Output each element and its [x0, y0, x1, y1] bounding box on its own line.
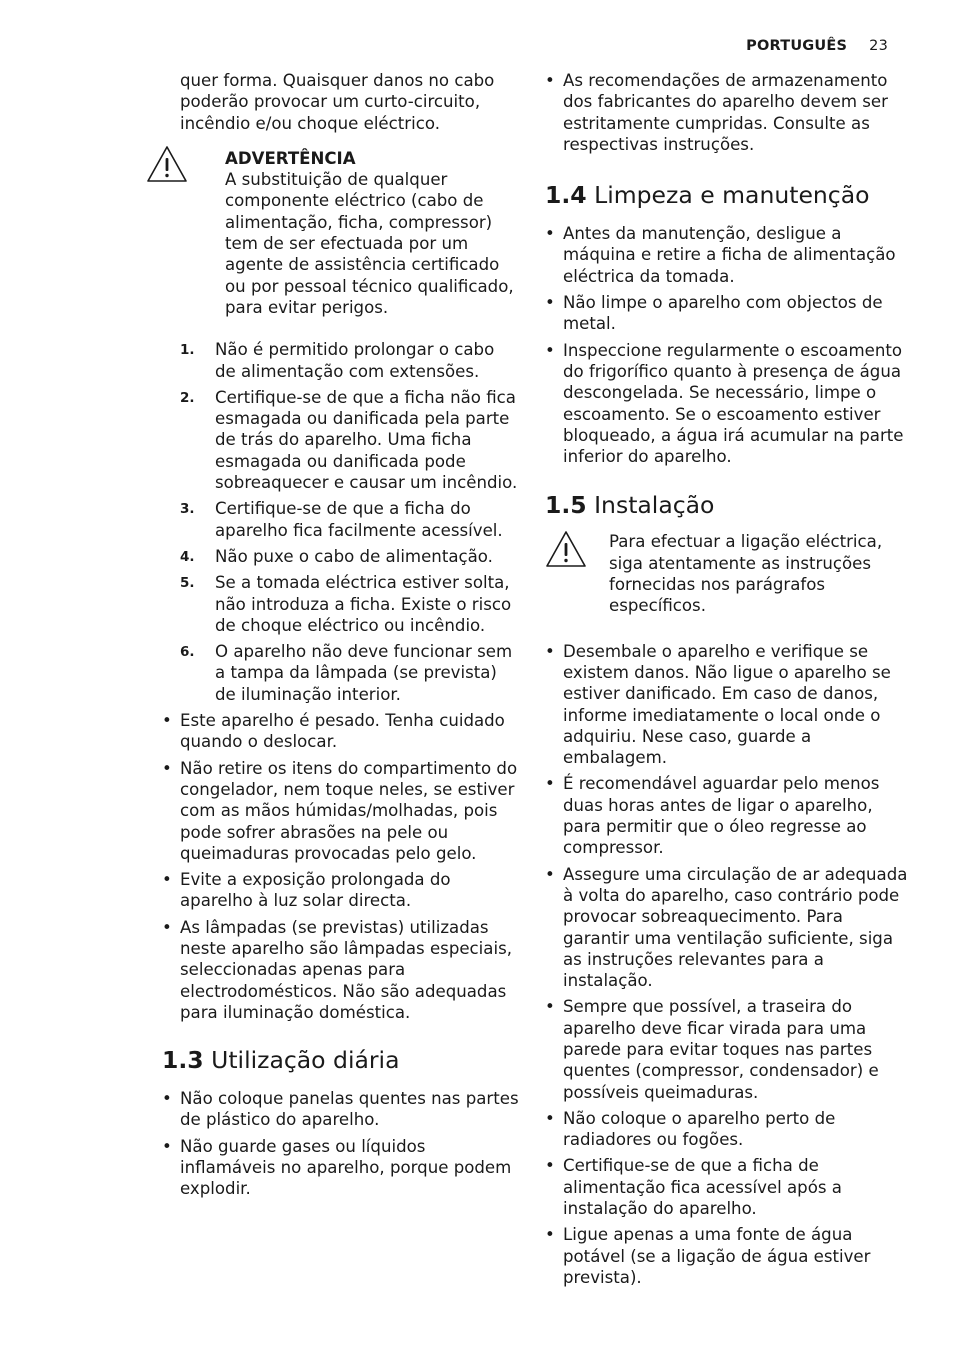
numbered-list	[180, 339, 520, 705]
bullet-list	[162, 710, 520, 1023]
bullet-text: Não coloque o aparelho perto de radiadores ou fogões.	[563, 1108, 836, 1150]
bullet-item: • Ligue apenas a uma fonte de água potável (se a ligação de água estiver prevista).	[545, 1225, 871, 1287]
item-number: 6.	[180, 644, 195, 661]
item-number: 5.	[180, 575, 195, 592]
bullet-item: • É recomendável aguardar pelo menos duas horas antes de ligar o aparelho, para permitir que o óleo regresse ao compressor.	[545, 774, 880, 858]
page-header	[746, 38, 888, 54]
item-text: Certifique-se de que a ficha não fica esmagada ou danificada pela parte de trás do aparelho. Uma ficha esmagada ou danificada pode sobreaquecer e causar um incêndio.	[215, 387, 518, 493]
warning-text: A substituição de qualquer componente eléctrico (cabo de alimentação, ficha, compressor) tem de ser efectuada por um agente de assistência certificado ou por pessoal técnico qualificado, para evitar perigos.	[225, 170, 514, 317]
bullet-item: • Não coloque panelas quentes nas partes de plástico do aparelho.	[162, 1089, 519, 1130]
item-text: Se a tomada eléctrica estiver solta, não introduza a ficha. Existe o risco de choque eléctrico ou incêndio.	[215, 573, 512, 635]
item-text: O aparelho não deve funcionar sem a tampa da lâmpada (se prevista) de iluminação interior.	[215, 642, 513, 704]
warning-title: ADVERTÊNCIA	[225, 148, 356, 168]
section-number: 1.5	[545, 491, 587, 520]
item-number: 2.	[180, 389, 195, 406]
bullet-text: Certifique-se de que a ficha de alimentação fica acessível após a instalação do aparelho.	[563, 1156, 842, 1219]
bullet-item: • Evite a exposição prolongada do aparelho à luz solar directa.	[162, 870, 451, 911]
bullet-item: • Inspeccione regularmente o escoamento do frigorífico quanto à presença de água descongelada. Se necessário, limpe o escoamento. Se o escoamento estiver bloqueado, a água irá acumular na parte inferior do aparelho.	[545, 340, 904, 467]
warning-block	[180, 148, 520, 318]
installation-warning	[563, 531, 908, 616]
bullet-text: Antes da manutenção, desligue a máquina e retire a ficha de alimentação eléctrica da tomada.	[563, 224, 896, 286]
bullet-item: • Este aparelho é pesado. Tenha cuidado quando o deslocar.	[162, 711, 505, 752]
item-text: Não puxe o cabo de alimentação.	[215, 546, 493, 566]
warning-triangle-icon	[145, 144, 189, 184]
bullet-item: • Desembale o aparelho e verifique se existem danos. Não ligue o aparelho se estiver danificado. Em caso de danos, informe imediatamente o local onde o adquiriu. Nese caso, guarde a embalagem.	[545, 641, 891, 768]
bullet-text: Ligue apenas a uma fonte de água potável (se a ligação de água estiver prevista).	[563, 1225, 871, 1287]
right-column	[545, 70, 908, 1293]
bullet-text: As recomendações de armazenamento dos fabricantes do aparelho devem ser estritamente cumpridas. Consulte as respectivas instruções.	[563, 71, 888, 154]
section-title: Utilização diária	[211, 1046, 400, 1075]
installation-list	[545, 641, 908, 1289]
section-title: Limpeza e manutenção	[594, 181, 870, 210]
numbered-item	[180, 641, 520, 705]
item-number: 3.	[180, 501, 195, 518]
bullet-item: • As lâmpadas (se previstas) utilizadas neste aparelho são lâmpadas especiais, seleccionadas apenas para electrodomésticos. Não são adequadas para iluminação doméstica.	[162, 917, 512, 1022]
bullet-item: • Não coloque o aparelho perto de radiadores ou fogões.	[545, 1108, 836, 1150]
numbered-item	[180, 546, 520, 567]
bullet-text: Este aparelho é pesado. Tenha cuidado quando o deslocar.	[180, 711, 505, 752]
bullet-item: • Sempre que possível, a traseira do aparelho deve ficar virada para uma parede para evitar toques nas partes quentes (compressor, condensador) e possíveis queimaduras.	[545, 997, 879, 1102]
bullet-item: • Assegure uma circulação de ar adequada à volta do aparelho, caso contrário pode provocar sobreaquecimento. Para garantir uma ventilação suficiente, siga as instruções relevantes para a instalação.	[545, 864, 908, 991]
item-text: Não é permitido prolongar o cabo de alimentação com extensões.	[215, 340, 495, 381]
bullet-text: Não limpe o aparelho com objectos de metal.	[563, 293, 883, 334]
storage-list	[545, 70, 908, 155]
item-text: Certifique-se de que a ficha do aparelho fica facilmente acessível.	[215, 499, 503, 540]
intro-paragraph: quer forma. Quaisquer danos no cabo poderão provocar um curto-circuito, incêndio e/ou choque eléctrico.	[180, 71, 495, 133]
bullet-item: • Não retire os itens do compartimento do congelador, nem toque neles, se estiver com as mãos húmidas/molhadas, pois pode sofrer abrasões na pele ou queimaduras provocadas pelo gelo.	[162, 758, 518, 863]
numbered-item	[180, 572, 520, 636]
section-heading-installation	[545, 491, 908, 519]
numbered-item	[180, 498, 520, 541]
bullet-text: Inspeccione regularmente o escoamento do frigorífico quanto à presença de água descongelada. Se necessário, limpe o escoamento. Se o escoamento estiver bloqueado, a água irá acumular na parte inferior do aparelho.	[563, 340, 904, 467]
bullet-text: Não guarde gases ou líquidos inflamáveis no aparelho, porque podem explodir.	[180, 1136, 512, 1199]
bullet-item: • Não guarde gases ou líquidos inflamáveis no aparelho, porque podem explodir.	[162, 1136, 512, 1199]
section-number: 1.3	[162, 1046, 204, 1075]
section-title: Instalação	[594, 491, 715, 520]
item-number: 4.	[180, 548, 195, 565]
section-heading-cleaning	[545, 181, 908, 209]
bullet-text: É recomendável aguardar pelo menos duas horas antes de ligar o aparelho, para permitir que o óleo regresse ao compressor.	[563, 774, 880, 858]
warning-triangle-icon	[544, 529, 588, 569]
page-number: 23	[869, 38, 888, 54]
bullet-item: • Antes da manutenção, desligue a máquina e retire a ficha de alimentação eléctrica da tomada.	[545, 224, 896, 286]
bullet-item: • Não limpe o aparelho com objectos de metal.	[545, 293, 883, 334]
numbered-item	[180, 387, 520, 493]
installation-warning-text: Para efectuar a ligação eléctrica, siga atentamente as instruções fornecidas nos parágrafos específicos.	[609, 532, 883, 616]
section-heading-daily-use	[162, 1046, 520, 1074]
bullet-text: Assegure uma circulação de ar adequada à volta do aparelho, caso contrário pode provocar sobreaquecimento. Para garantir uma ventilação suficiente, siga as instruções relevantes para a instalação.	[563, 864, 908, 991]
bullet-text: Não retire os itens do compartimento do congelador, nem toque neles, se estiver com as mãos húmidas/molhadas, pois pode sofrer abrasões na pele ou queimaduras provocadas pelo gelo.	[180, 758, 518, 863]
left-column	[162, 70, 520, 1205]
daily-use-list	[162, 1088, 520, 1199]
bullet-item: • Certifique-se de que a ficha de alimentação fica acessível após a instalação do aparelho.	[545, 1156, 842, 1219]
item-number: 1.	[180, 342, 195, 359]
bullet-text: As lâmpadas (se previstas) utilizadas neste aparelho são lâmpadas especiais, seleccionadas apenas para electrodomésticos. Não são adequadas para iluminação doméstica.	[180, 917, 512, 1022]
header-language: PORTUGUÊS	[746, 38, 848, 54]
bullet-item: • As recomendações de armazenamento dos fabricantes do aparelho devem ser estritamente cumpridas. Consulte as respectivas instruções.	[545, 71, 888, 154]
bullet-text: Não coloque panelas quentes nas partes de plástico do aparelho.	[180, 1089, 519, 1130]
bullet-text: Sempre que possível, a traseira do aparelho deve ficar virada para uma parede para evitar toques nas partes quentes (compressor, condensador) e possíveis queimaduras.	[563, 997, 879, 1102]
bullet-text: Desembale o aparelho e verifique se existem danos. Não ligue o aparelho se estiver danificado. Em caso de danos, informe imediatamente o local onde o adquiriu. Nese caso, guarde a embalagem.	[563, 641, 891, 768]
bullet-text: Evite a exposição prolongada do aparelho à luz solar directa.	[180, 870, 451, 911]
cleaning-list	[545, 223, 908, 467]
numbered-item	[180, 339, 520, 382]
section-number: 1.4	[545, 181, 587, 210]
